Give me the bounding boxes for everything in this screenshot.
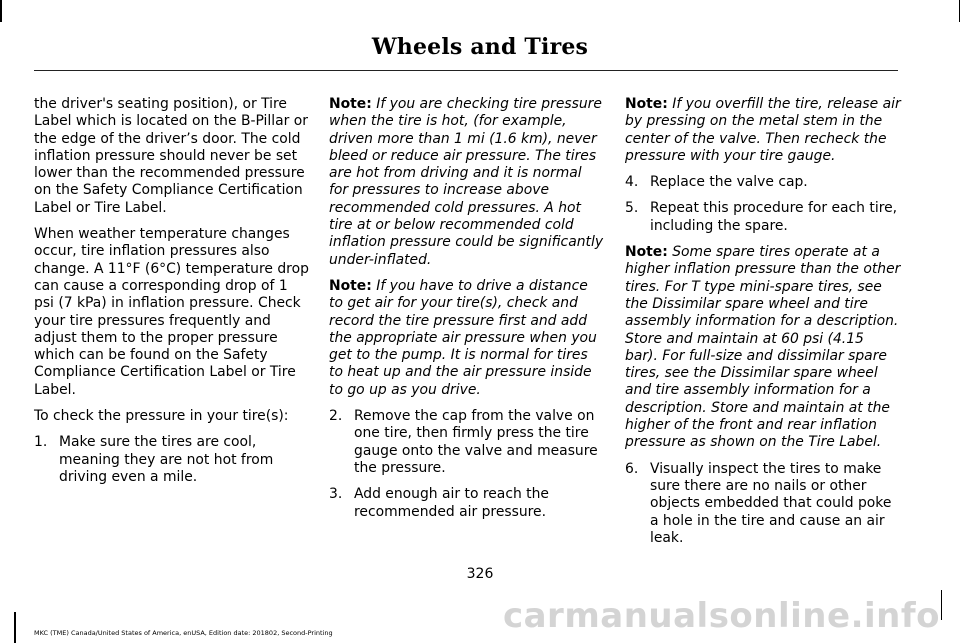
step-number: 6. xyxy=(625,460,639,477)
page-header-title: Wheels and Tires xyxy=(371,34,589,60)
page-number: 326 xyxy=(466,566,494,582)
paragraph: To check the pressure in your tire(s): xyxy=(34,408,289,425)
step-text: Remove the cap from the valve on one tire, then firmly press the tire gauge onto the valve and measure the pressure. xyxy=(354,408,598,476)
column-2 xyxy=(329,96,605,530)
note-3 xyxy=(625,96,901,165)
note-text: If you are checking tire pressure when the tire is hot, (for example, driven more than 1 mi (1.6 km), never bleed or reduce air pressure. The tires are hot from driving and it is normal for pressures to increase above recommended cold pressures. A hot tire at or below recommended cold inflation pressure could be significantly under-inflated. xyxy=(329,96,604,268)
note-text: Some spare tires operate at a higher inflation pressure than the other tires. For T type mini-spare tires, see the Dissimilar spare wheel and tire assembly information for a description. Store and maintain at 60 psi (4.15 bar). For full-size and dissimilar spare tires, see the Dissimilar spare wheel and tire assembly information for a description. Store and maintain at the higher of the front and rear inflation pressure as shown on the Tire Label. xyxy=(625,244,901,451)
step-5 xyxy=(625,200,901,235)
step-3 xyxy=(329,486,605,521)
step-2 xyxy=(329,408,605,477)
step-text: Replace the valve cap. xyxy=(650,174,808,191)
header-divider xyxy=(34,70,898,71)
step-1 xyxy=(34,434,310,486)
step-number: 4. xyxy=(625,174,639,191)
step-text: Make sure the tires are cool, meaning they are not hot from driving even a mile. xyxy=(59,434,274,485)
step-number: 5. xyxy=(625,200,639,217)
note-label: Note: xyxy=(329,277,372,294)
step-text: Add enough air to reach the recommended air pressure. xyxy=(354,486,549,520)
step-6 xyxy=(625,461,901,547)
edition-footer: MKC (TME) Canada/United States of America, enUSA, Edition date: 201802, Second-Printing xyxy=(34,629,333,637)
watermark: carmanualsonline.info xyxy=(502,596,940,636)
step-4 xyxy=(625,174,901,191)
paragraph: When weather temperature changes occur, tire inflation pressures also change. A 11°F (6°C) temperature drop can cause a corresponding drop of 1 psi (7 kPa) in inflation pressure. Check your tire pressures frequently and adjust them to the proper pressure which can be found on the Safety Compliance Certification Label or Tire Label. xyxy=(34,226,309,398)
note-text: If you have to drive a distance to get air for your tire(s), check and record the tire pressure first and add the appropriate air pressure when you get to the pump. It is normal for tires to heat up and the air pressure inside to go up as you drive. xyxy=(329,277,597,398)
crop-mark-bottom-left xyxy=(14,612,16,643)
step-number: 3. xyxy=(329,486,343,503)
crop-mark-top-left xyxy=(0,0,2,22)
note-4 xyxy=(625,244,901,452)
note-label: Note: xyxy=(329,96,372,112)
note-1 xyxy=(329,96,605,269)
column-3 xyxy=(625,96,901,556)
paragraph: the driver's seating position), or Tire Label which is located on the B-Pillar or the edge of the driver’s door. The cold inflation pressure should never be set lower than the recommended pressure on the Safety Compliance Certification Label or Tire Label. xyxy=(34,96,308,216)
note-label: Note: xyxy=(625,96,668,112)
step-number: 2. xyxy=(329,408,343,425)
note-label: Note: xyxy=(625,244,668,261)
step-text: Visually inspect the tires to make sure there are no nails or other objects embedded that could poke a hole in the tire and cause an air leak. xyxy=(650,460,892,546)
step-number: 1. xyxy=(34,434,48,451)
note-text: If you overfill the tire, release air by pressing on the metal stem in the center of the valve. Then recheck the pressure with your tire gauge. xyxy=(625,96,901,164)
step-text: Repeat this procedure for each tire, including the spare. xyxy=(650,200,898,234)
column-1 xyxy=(34,96,310,495)
note-2 xyxy=(329,278,605,399)
crop-mark-bottom-right xyxy=(941,590,943,620)
